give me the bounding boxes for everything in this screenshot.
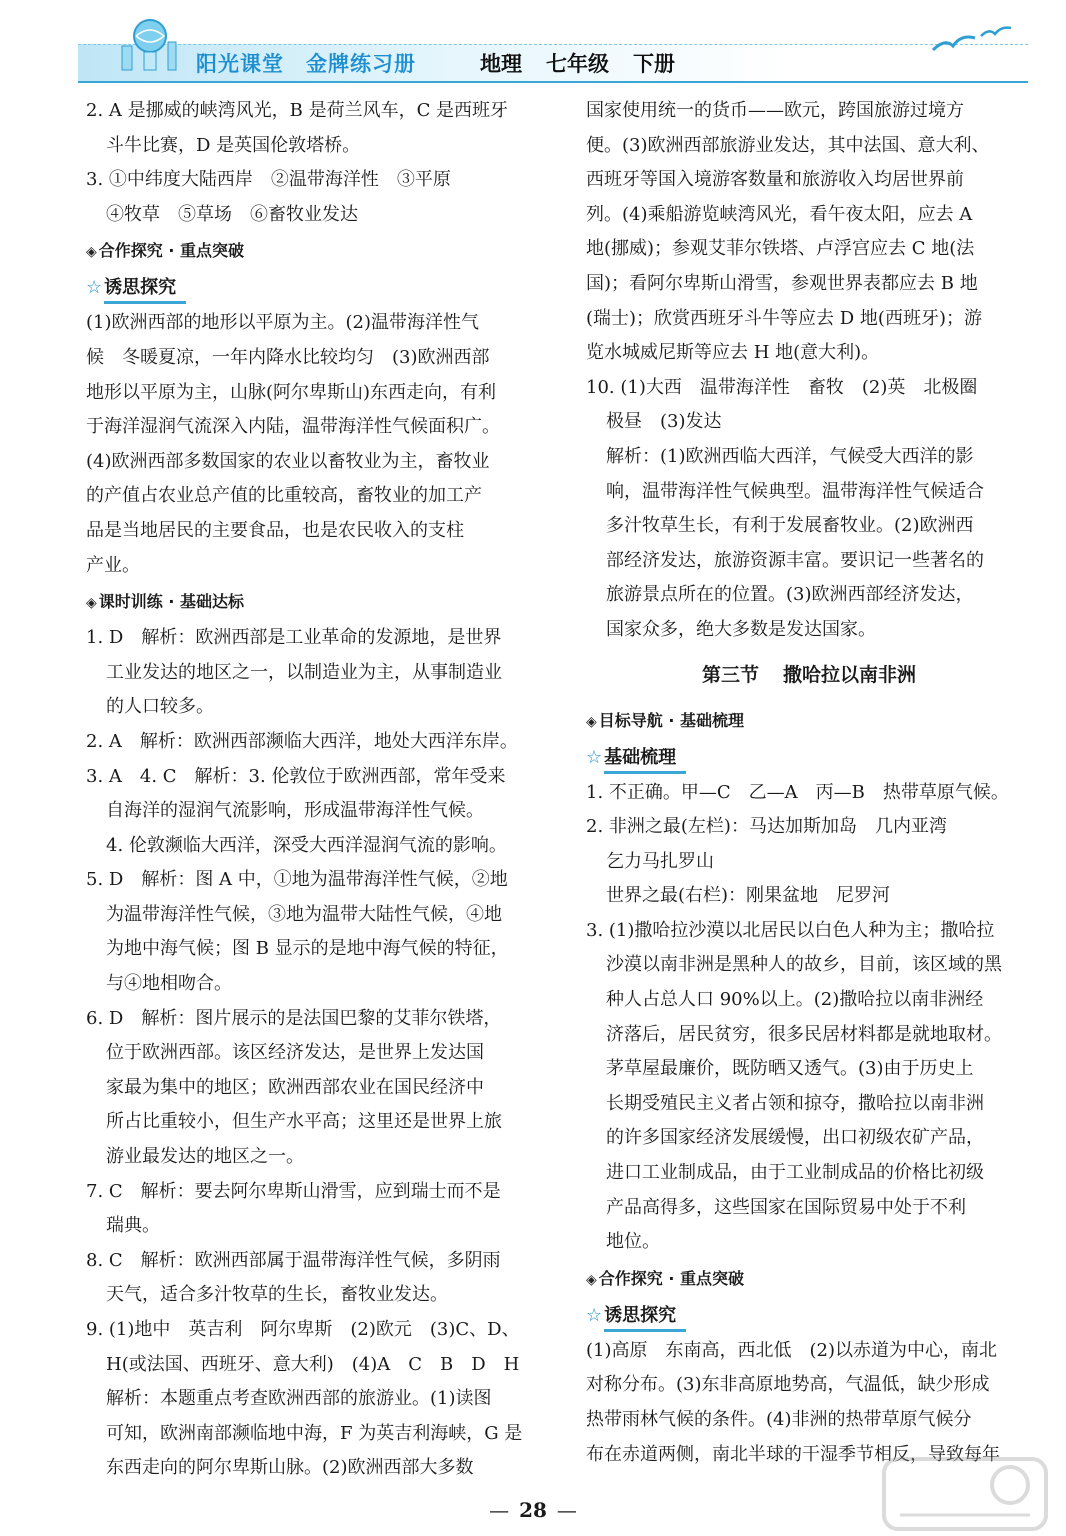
book-info bbox=[480, 48, 699, 78]
answer-line: 6. D 解析：图片展示的是法国巴黎的艾菲尔铁塔， bbox=[86, 1007, 502, 1029]
answer-line: 1. D 解析：欧洲西部是工业革命的发源地，是世界 bbox=[86, 627, 502, 649]
diamond-icon: ◈ bbox=[86, 244, 97, 261]
text-line: 自海洋的湿润气流影响，形成温带海洋性气候。 bbox=[106, 800, 484, 822]
explore-answer-block bbox=[86, 306, 548, 583]
text-line: 的许多国家经济发展缓慢，出口初级农矿产品， bbox=[606, 1127, 984, 1149]
subsection-heading-text: 诱思探究 bbox=[604, 1303, 686, 1332]
answer-line: 5. D 解析：图 A 中，①地为温带海洋性气候，②地 bbox=[86, 869, 508, 891]
subject-label: 地理 bbox=[480, 52, 522, 76]
answer-line: 10. (1)大西 温带海洋性 畜牧 (2)英 北极圈 bbox=[586, 376, 978, 398]
text-line: (瑞士)；欣赏西班牙斗牛等应去 D 地(西班牙)；游 bbox=[586, 307, 982, 329]
text-line: 热带雨林气候的条件。(4)非洲的热带草原气候分 bbox=[586, 1409, 972, 1430]
grade-label: 七年级 bbox=[546, 52, 609, 76]
section-heading-text: 合作探究 · 重点突破 bbox=[98, 241, 245, 261]
text-line: 地形以平原为主，山脉(阿尔卑斯山)东西走向，有利 bbox=[86, 381, 497, 403]
page-number-dash-right: — bbox=[556, 1498, 577, 1522]
text-line: 工业发达的地区之一，以制造业为主，从事制造业 bbox=[106, 661, 502, 683]
seagulls-icon bbox=[923, 24, 1023, 64]
watermark-stamp-icon bbox=[880, 1455, 1050, 1533]
text-line: 为地中海气候；图 B 显示的是地中海气候的特征， bbox=[106, 938, 509, 960]
page-header bbox=[78, 30, 1028, 80]
text-line: 品是当地居民的主要食品，也是农民收入的支柱 bbox=[86, 519, 464, 541]
answer-line: 2. A 解析：欧洲西部濒临大西洋，地处大西洋东岸。 bbox=[86, 730, 518, 752]
text-line: 地位。 bbox=[606, 1231, 660, 1253]
text-line: (1)欧洲西部的地形以平原为主。(2)温带海洋性气 bbox=[86, 312, 479, 334]
globe-tower-logo-icon bbox=[108, 12, 198, 72]
answer-line: 9. (1)地中 英吉利 阿尔卑斯 (2)欧元 (3)C、D、 bbox=[86, 1319, 520, 1340]
text-line: H(或法国、西班牙、意大利) (4)A C B D H bbox=[106, 1353, 520, 1375]
page-number-dash-left: — bbox=[489, 1498, 510, 1522]
volume-label: 下册 bbox=[633, 52, 675, 76]
text-line: 可知，欧洲南部濒临地中海，F 为英吉利海峡，G 是 bbox=[106, 1422, 523, 1444]
section-heading-text: 合作探究 · 重点突破 bbox=[598, 1268, 745, 1288]
text-line: 解析：本题重点考查欧洲西部的旅游业。(1)读图 bbox=[106, 1388, 492, 1410]
b3-rest bbox=[586, 948, 1032, 1259]
left-column bbox=[86, 94, 548, 1486]
text-line: 茅草屋最廉价，既防晒又透气。(3)由于历史上 bbox=[606, 1058, 974, 1080]
diamond-icon: ◈ bbox=[86, 595, 97, 612]
text-line: 极昼 (3)发达 bbox=[606, 411, 722, 433]
text-line: 进口工业制成品，由于工业制成品的价格比初级 bbox=[606, 1162, 984, 1184]
text-line: 济落后，居民贫穷，很多民居材料都是就地取材。 bbox=[606, 1023, 1002, 1045]
q10-rest bbox=[586, 405, 1032, 647]
text-line: 对称分布。(3)东非高原地势高，气温低，缺少形成 bbox=[586, 1374, 990, 1396]
star-icon: ☆ bbox=[586, 746, 603, 768]
text-line: 产业。 bbox=[86, 554, 140, 576]
text-line: 为温带海洋性气候，③地为温带大陆性气候，④地 bbox=[106, 903, 502, 925]
answer-line: 2. 非洲之最(左栏)：马达加斯加岛 几内亚湾 bbox=[586, 816, 947, 838]
answer-line: ④牧草 ⑤草场 ⑥畜牧业发达 bbox=[106, 203, 358, 225]
subsection-heading-explore bbox=[586, 1298, 1032, 1334]
text-line: 沙漠以南非洲是黑种人的故乡，目前，该区域的黑 bbox=[606, 954, 1002, 976]
text-line: 览水城威尼斯等应去 H 地(意大利)。 bbox=[586, 342, 880, 364]
subsection-heading-explore bbox=[86, 270, 548, 306]
chapter-title bbox=[586, 648, 1032, 702]
section-heading-train bbox=[86, 585, 548, 619]
subsection-heading-text: 诱思探究 bbox=[104, 275, 186, 304]
answer-line: 1. 不正确。甲—C 乙—A 丙—B 热带草原气候。 bbox=[586, 781, 1009, 803]
text-line: 候 冬暖夏凉，一年内降水比较均匀 (3)欧洲西部 bbox=[86, 346, 490, 368]
text-line: 乞力马扎罗山 bbox=[606, 850, 714, 872]
section-heading-coop bbox=[86, 234, 548, 268]
text-line: 瑞典。 bbox=[106, 1215, 160, 1237]
chapter-number: 第三节 bbox=[701, 663, 759, 686]
text-line: 与④地相吻合。 bbox=[106, 973, 232, 995]
text-line: 列。(4)乘船游览峡湾风光，看午夜太阳，应去 A bbox=[586, 203, 973, 225]
series-title bbox=[196, 48, 416, 78]
text-line: (4)欧洲西部多数国家的农业以畜牧业为主，畜牧业 bbox=[86, 450, 490, 472]
text-line: 布在赤道两侧，南北半球的干湿季节相反，导致每年 bbox=[586, 1443, 1000, 1465]
explore-answer-block bbox=[586, 1334, 1032, 1472]
text-line: 产品高得多，这些国家在国际贸易中处于不利 bbox=[606, 1196, 966, 1218]
page-number-value: 28 bbox=[519, 1498, 547, 1522]
text-line: 位于欧洲西部。该区经济发达，是世界上发达国 bbox=[106, 1042, 484, 1064]
answer-line: 3. (1)撒哈拉沙漠以北居民以白色人种为主；撒哈拉 bbox=[586, 919, 995, 941]
section-heading-coop bbox=[586, 1262, 1032, 1296]
text-line: 地(挪威)；参观艾菲尔铁塔、卢浮宫应去 C 地(法 bbox=[586, 238, 975, 260]
text-line: 长期受殖民主义者占领和掠夺，撒哈拉以南非洲 bbox=[606, 1092, 984, 1114]
text-line: 的产值占农业总产值的比重较高，畜牧业的加工产 bbox=[86, 485, 482, 507]
section-heading-goal bbox=[586, 704, 1032, 738]
text-line: 所占比重较小，但生产水平高；这里还是世界上旅 bbox=[106, 1111, 502, 1133]
text-line: (1)高原 东南高，西北低 (2)以赤道为中心，南北 bbox=[586, 1339, 997, 1361]
star-icon: ☆ bbox=[586, 1304, 603, 1326]
text-line: 东西走向的阿尔卑斯山脉。(2)欧洲西部大多数 bbox=[106, 1457, 474, 1479]
answer-line: 3. A 4. C 解析：3. 伦敦位于欧洲西部，常年受来 bbox=[86, 765, 506, 787]
answer-line: 斗牛比赛，D 是英国伦敦塔桥。 bbox=[106, 134, 361, 156]
text-line: 多汁牧草生长，有利于发展畜牧业。(2)欧洲西 bbox=[606, 515, 974, 537]
section-heading-text: 课时训练 · 基础达标 bbox=[98, 592, 245, 612]
subsection-heading-basic bbox=[586, 740, 1032, 776]
answer-line: 7. C 解析：要去阿尔卑斯山滑雪，应到瑞士而不是 bbox=[86, 1180, 501, 1202]
text-line: 西班牙等国入境游客数量和旅游收入均居世界前 bbox=[586, 169, 964, 191]
section-heading-text: 目标导航 · 基础梳理 bbox=[598, 710, 745, 730]
answer-line: 3. ①中纬度大陆西岸 ②温带海洋性 ③平原 bbox=[86, 169, 451, 191]
text-line: 游业最发达的地区之一。 bbox=[106, 1146, 304, 1168]
text-line: 世界之最(右栏)：刚果盆地 尼罗河 bbox=[606, 885, 891, 907]
text-line: 国家使用统一的货币——欧元，跨国旅游过境方 bbox=[586, 100, 964, 121]
text-line: 4. 伦敦濒临大西洋，深受大西洋湿润气流的影响。 bbox=[106, 834, 507, 856]
chapter-name: 撒哈拉以南非洲 bbox=[783, 663, 917, 686]
series-title-left: 阳光课堂 bbox=[196, 52, 284, 76]
text-line: 部经济发达，旅游资源丰富。要识记一些著名的 bbox=[606, 549, 984, 571]
training-answers bbox=[86, 621, 548, 1486]
right-column bbox=[586, 94, 1032, 1472]
text-line: 的人口较多。 bbox=[106, 696, 214, 718]
series-title-right: 金牌练习册 bbox=[306, 52, 416, 76]
text-line: 家最为集中的地区；欧洲西部农业在国民经济中 bbox=[106, 1076, 484, 1098]
diamond-icon: ◈ bbox=[586, 1271, 597, 1288]
answer-line: 2. A 是挪威的峡湾风光，B 是荷兰风车，C 是西班牙 bbox=[86, 100, 509, 121]
subsection-heading-text: 基础梳理 bbox=[604, 745, 686, 774]
text-line: 解析：(1)欧洲西临大西洋，气候受大西洋的影 bbox=[606, 445, 974, 467]
text-line: 于海洋湿润气流深入内陆，温带海洋性气候面积广。 bbox=[86, 416, 500, 438]
text-line: 种人占总人口 90%以上。(2)撒哈拉以南非洲经 bbox=[606, 989, 984, 1011]
star-icon: ☆ bbox=[86, 277, 103, 299]
answer-line: 8. C 解析：欧洲西部属于温带海洋性气候，多阴雨 bbox=[86, 1249, 501, 1271]
text-line: 国)；看阿尔卑斯山滑雪，参观世界表都应去 B 地 bbox=[586, 272, 978, 294]
q9-continuation bbox=[586, 94, 1032, 371]
text-line: 便。(3)欧洲西部旅游业发达，其中法国、意大利、 bbox=[586, 134, 990, 156]
text-line: 响，温带海洋性气候典型。温带海洋性气候适合 bbox=[606, 480, 984, 502]
text-line: 国家众多，绝大多数是发达国家。 bbox=[606, 618, 876, 640]
text-line: 旅游景点所在的位置。(3)欧洲西部经济发达， bbox=[606, 584, 974, 606]
text-line: 天气，适合多汁牧草的生长，畜牧业发达。 bbox=[106, 1284, 448, 1306]
diamond-icon: ◈ bbox=[586, 713, 597, 730]
